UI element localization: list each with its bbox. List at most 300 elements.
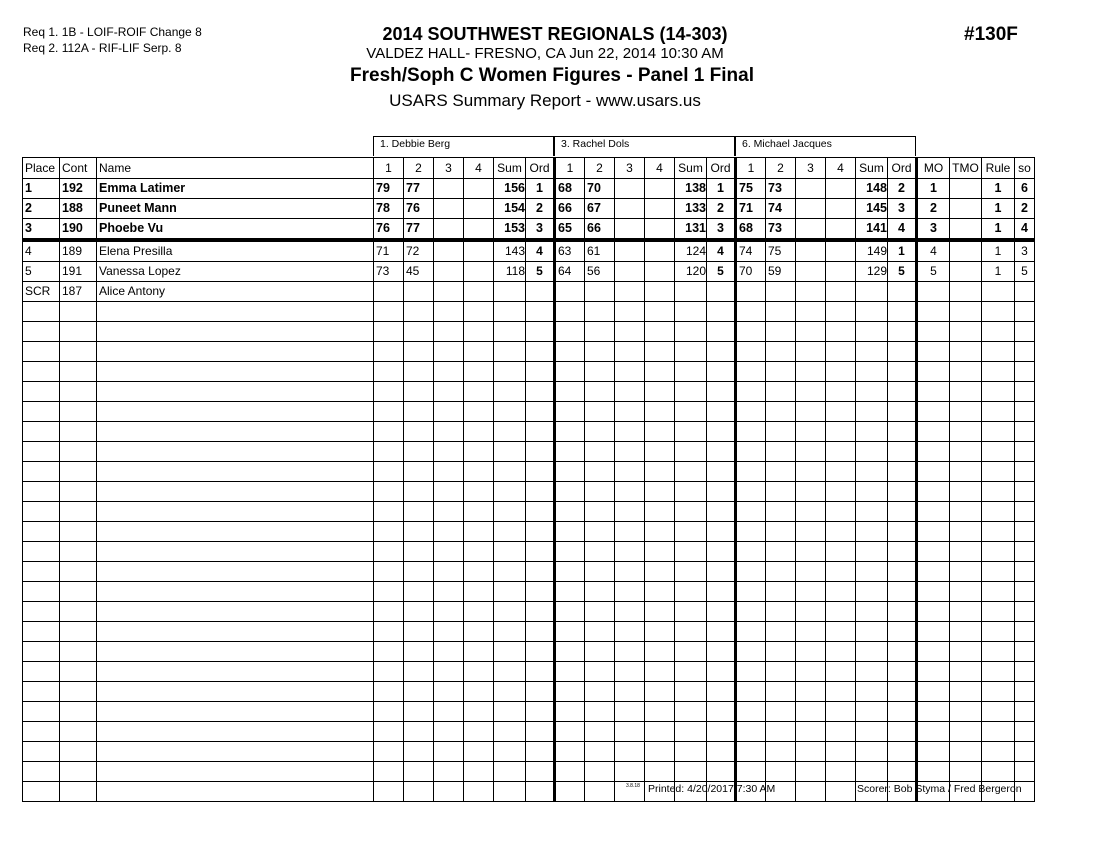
column-header: 4 — [826, 158, 856, 179]
score-cell — [555, 362, 585, 382]
score-cell — [645, 302, 675, 322]
score-cell: 64 — [555, 262, 585, 282]
ord-cell — [888, 382, 917, 402]
sum-cell — [675, 362, 707, 382]
score-cell — [555, 782, 585, 802]
empty-row — [23, 642, 1035, 662]
rule-cell — [982, 682, 1015, 702]
ord-cell — [888, 582, 917, 602]
score-cell — [404, 382, 434, 402]
score-cell — [645, 542, 675, 562]
score-cell — [645, 662, 675, 682]
mo-cell — [917, 482, 950, 502]
score-cell — [826, 322, 856, 342]
score-cell — [404, 402, 434, 422]
score-cell — [615, 219, 645, 241]
score-cell — [645, 402, 675, 422]
score-cell — [615, 262, 645, 282]
score-cell — [555, 562, 585, 582]
sum-cell — [675, 342, 707, 362]
sum-cell — [494, 382, 526, 402]
score-cell — [826, 422, 856, 442]
sum-cell — [856, 602, 888, 622]
score-cell — [434, 602, 464, 622]
sum-cell — [675, 622, 707, 642]
score-cell — [826, 502, 856, 522]
score-cell — [374, 322, 404, 342]
tmo-cell — [950, 662, 982, 682]
sum-cell — [494, 402, 526, 422]
ord-cell — [707, 482, 736, 502]
empty-row — [23, 722, 1035, 742]
ord-cell — [707, 462, 736, 482]
sum-cell — [856, 442, 888, 462]
score-cell — [434, 682, 464, 702]
score-cell — [585, 322, 615, 342]
sum-cell — [675, 442, 707, 462]
cont-cell — [60, 342, 97, 362]
place-cell: 4 — [23, 240, 60, 262]
rule-cell — [982, 602, 1015, 622]
ord-cell: 2 — [526, 199, 555, 219]
score-cell — [826, 702, 856, 722]
score-cell — [374, 522, 404, 542]
score-cell — [766, 422, 796, 442]
score-cell — [555, 542, 585, 562]
score-cell — [404, 502, 434, 522]
result-row — [23, 219, 1035, 241]
sum-cell — [494, 602, 526, 622]
score-cell — [615, 282, 645, 302]
score-cell: 66 — [585, 219, 615, 241]
score-cell — [796, 179, 826, 199]
sum-cell — [675, 582, 707, 602]
ord-cell: 1 — [707, 179, 736, 199]
cont-cell — [60, 482, 97, 502]
score-cell — [555, 322, 585, 342]
sum-cell: 131 — [675, 219, 707, 241]
name-cell — [97, 702, 374, 722]
score-cell — [615, 582, 645, 602]
score-cell — [736, 662, 766, 682]
ord-cell — [526, 602, 555, 622]
result-row — [23, 179, 1035, 199]
score-cell — [736, 602, 766, 622]
score-cell — [434, 762, 464, 782]
mo-cell: 3 — [917, 219, 950, 241]
score-cell — [585, 382, 615, 402]
score-cell — [585, 782, 615, 802]
ord-cell — [526, 282, 555, 302]
so-cell — [1015, 342, 1035, 362]
column-header: Ord — [888, 158, 917, 179]
name-cell — [97, 662, 374, 682]
ord-cell — [526, 422, 555, 442]
score-cell — [434, 582, 464, 602]
score-cell — [796, 240, 826, 262]
rule-cell — [982, 582, 1015, 602]
sum-cell — [494, 762, 526, 782]
score-cell — [404, 462, 434, 482]
score-cell — [404, 682, 434, 702]
sum-cell — [494, 522, 526, 542]
score-cell: 56 — [585, 262, 615, 282]
score-cell — [826, 522, 856, 542]
score-cell — [404, 642, 434, 662]
score-cell: 76 — [404, 199, 434, 219]
cont-cell — [60, 762, 97, 782]
ord-cell — [707, 762, 736, 782]
sum-cell — [856, 742, 888, 762]
sum-cell — [856, 682, 888, 702]
empty-row — [23, 702, 1035, 722]
score-cell — [645, 562, 675, 582]
place-cell: 1 — [23, 179, 60, 199]
score-cell — [464, 219, 494, 241]
empty-row — [23, 522, 1035, 542]
score-cell — [434, 282, 464, 302]
place-cell — [23, 442, 60, 462]
sum-cell — [675, 602, 707, 622]
score-cell — [464, 782, 494, 802]
empty-row — [23, 362, 1035, 382]
sum-cell — [494, 682, 526, 702]
rule-cell — [982, 402, 1015, 422]
score-cell — [645, 442, 675, 462]
score-cell — [796, 602, 826, 622]
ord-cell — [526, 782, 555, 802]
column-header: 4 — [645, 158, 675, 179]
score-cell — [434, 702, 464, 722]
rule-cell: 1 — [982, 179, 1015, 199]
score-cell — [434, 782, 464, 802]
cont-cell — [60, 582, 97, 602]
place-cell — [23, 382, 60, 402]
sum-cell — [675, 422, 707, 442]
tmo-cell — [950, 502, 982, 522]
sum-cell — [494, 642, 526, 662]
empty-row — [23, 502, 1035, 522]
score-cell — [766, 542, 796, 562]
score-cell — [374, 382, 404, 402]
score-cell — [374, 442, 404, 462]
tmo-cell — [950, 322, 982, 342]
sum-cell — [494, 322, 526, 342]
ord-cell — [707, 602, 736, 622]
scorer-names: Scorer: Bob Styma / Fred Bergeron — [857, 783, 1022, 795]
score-cell — [374, 502, 404, 522]
sum-cell — [675, 562, 707, 582]
so-cell — [1015, 562, 1035, 582]
score-cell — [615, 240, 645, 262]
tmo-cell — [950, 542, 982, 562]
sum-cell — [494, 582, 526, 602]
score-cell — [615, 642, 645, 662]
score-cell — [796, 219, 826, 241]
event-number: #130F — [964, 24, 1018, 45]
so-cell — [1015, 602, 1035, 622]
score-cell — [736, 542, 766, 562]
score-cell: 73 — [374, 262, 404, 282]
score-cell — [585, 602, 615, 622]
tmo-cell — [950, 522, 982, 542]
name-cell — [97, 782, 374, 802]
empty-row — [23, 682, 1035, 702]
score-cell — [464, 722, 494, 742]
empty-row — [23, 482, 1035, 502]
ord-cell — [888, 422, 917, 442]
score-cell: 61 — [585, 240, 615, 262]
score-cell — [796, 702, 826, 722]
ord-cell — [707, 322, 736, 342]
place-cell — [23, 562, 60, 582]
place-cell — [23, 522, 60, 542]
score-cell — [796, 662, 826, 682]
mo-cell: 1 — [917, 179, 950, 199]
so-cell — [1015, 642, 1035, 662]
sum-cell: 145 — [856, 199, 888, 219]
score-cell — [826, 622, 856, 642]
score-cell — [464, 402, 494, 422]
tmo-cell — [950, 199, 982, 219]
score-cell — [615, 302, 645, 322]
score-cell — [464, 342, 494, 362]
score-cell: 65 — [555, 219, 585, 241]
ord-cell: 1 — [526, 179, 555, 199]
score-cell: 68 — [555, 179, 585, 199]
score-cell — [645, 262, 675, 282]
score-cell — [615, 422, 645, 442]
tmo-cell — [950, 582, 982, 602]
score-cell — [766, 442, 796, 462]
sum-cell — [675, 462, 707, 482]
score-cell — [736, 362, 766, 382]
name-cell: Phoebe Vu — [97, 219, 374, 241]
sum-cell: 124 — [675, 240, 707, 262]
sum-cell — [856, 762, 888, 782]
score-cell — [555, 402, 585, 422]
sum-cell — [856, 662, 888, 682]
score-cell — [374, 542, 404, 562]
score-cell: 76 — [374, 219, 404, 241]
sum-cell — [675, 282, 707, 302]
sum-cell — [675, 502, 707, 522]
score-cell — [555, 382, 585, 402]
score-cell — [615, 742, 645, 762]
score-cell — [736, 402, 766, 422]
score-cell — [645, 702, 675, 722]
score-cell — [615, 662, 645, 682]
score-cell — [615, 362, 645, 382]
judge-3-header: 6. Michael Jacques — [735, 136, 916, 156]
score-cell — [374, 582, 404, 602]
score-cell — [796, 282, 826, 302]
rule-cell: 1 — [982, 240, 1015, 262]
score-cell — [736, 762, 766, 782]
score-cell — [826, 179, 856, 199]
score-cell — [464, 662, 494, 682]
event-title: Fresh/Soph C Women Figures - Panel 1 Final — [350, 65, 754, 86]
score-cell — [464, 582, 494, 602]
score-cell — [434, 322, 464, 342]
empty-row — [23, 342, 1035, 362]
place-cell: 5 — [23, 262, 60, 282]
rule-cell — [982, 282, 1015, 302]
tmo-cell — [950, 179, 982, 199]
mo-cell — [917, 602, 950, 622]
ord-cell — [707, 422, 736, 442]
score-cell: 59 — [766, 262, 796, 282]
score-cell — [585, 482, 615, 502]
score-cell — [645, 362, 675, 382]
score-cell — [766, 702, 796, 722]
score-cell — [796, 462, 826, 482]
empty-row — [23, 582, 1035, 602]
score-cell — [374, 742, 404, 762]
score-cell — [555, 482, 585, 502]
score-cell — [585, 442, 615, 462]
ord-cell — [526, 762, 555, 782]
cont-cell — [60, 422, 97, 442]
score-cell — [374, 782, 404, 802]
sum-cell — [675, 682, 707, 702]
column-header: Sum — [494, 158, 526, 179]
mo-cell — [917, 402, 950, 422]
name-cell — [97, 442, 374, 462]
score-cell — [615, 682, 645, 702]
score-cell — [615, 382, 645, 402]
so-cell — [1015, 762, 1035, 782]
ord-cell: 4 — [526, 240, 555, 262]
mo-cell — [917, 742, 950, 762]
so-cell — [1015, 442, 1035, 462]
column-header: Name — [97, 158, 374, 179]
ord-cell — [526, 482, 555, 502]
empty-row — [23, 562, 1035, 582]
score-cell — [374, 602, 404, 622]
score-cell — [464, 602, 494, 622]
score-cell — [374, 642, 404, 662]
score-cell — [736, 322, 766, 342]
cont-cell: 188 — [60, 199, 97, 219]
score-cell — [434, 342, 464, 362]
ord-cell — [888, 322, 917, 342]
score-cell — [374, 302, 404, 322]
sum-cell: 120 — [675, 262, 707, 282]
score-cell: 70 — [736, 262, 766, 282]
score-cell — [434, 302, 464, 322]
score-cell — [826, 542, 856, 562]
mo-cell — [917, 282, 950, 302]
mo-cell — [917, 322, 950, 342]
tmo-cell — [950, 422, 982, 442]
score-cell — [736, 382, 766, 402]
score-cell — [585, 502, 615, 522]
score-cell — [374, 402, 404, 422]
place-cell — [23, 362, 60, 382]
score-cell — [464, 562, 494, 582]
score-cell — [374, 682, 404, 702]
score-cell — [645, 762, 675, 782]
score-cell — [645, 602, 675, 622]
score-cell — [464, 199, 494, 219]
rule-cell — [982, 362, 1015, 382]
sum-cell — [494, 702, 526, 722]
column-header: Cont — [60, 158, 97, 179]
sum-cell — [494, 742, 526, 762]
place-cell — [23, 582, 60, 602]
score-cell — [736, 482, 766, 502]
score-cell — [645, 482, 675, 502]
tmo-cell — [950, 342, 982, 362]
sum-cell — [494, 622, 526, 642]
score-cell — [464, 240, 494, 262]
score-cell — [796, 322, 826, 342]
ord-cell: 1 — [888, 240, 917, 262]
ord-cell — [526, 502, 555, 522]
ord-cell — [707, 742, 736, 762]
score-cell — [404, 302, 434, 322]
score-cell — [796, 722, 826, 742]
tmo-cell — [950, 682, 982, 702]
score-cell — [404, 422, 434, 442]
score-cell — [434, 199, 464, 219]
score-cell — [555, 602, 585, 622]
judge-2-header: 3. Rachel Dols — [554, 136, 735, 156]
score-cell — [615, 562, 645, 582]
empty-row — [23, 382, 1035, 402]
ord-cell: 5 — [526, 262, 555, 282]
mo-cell — [917, 362, 950, 382]
score-cell — [645, 422, 675, 442]
so-cell: 5 — [1015, 262, 1035, 282]
score-cell — [615, 199, 645, 219]
score-cell — [796, 742, 826, 762]
score-cell — [374, 282, 404, 302]
score-cell — [434, 642, 464, 662]
rule-cell — [982, 382, 1015, 402]
score-cell — [766, 602, 796, 622]
score-cell — [736, 422, 766, 442]
sum-cell — [856, 482, 888, 502]
ord-cell — [526, 302, 555, 322]
score-cell — [645, 582, 675, 602]
sum-cell: 153 — [494, 219, 526, 241]
score-cell — [585, 642, 615, 662]
score-cell: 45 — [404, 262, 434, 282]
so-cell — [1015, 462, 1035, 482]
so-cell — [1015, 742, 1035, 762]
sum-cell — [856, 462, 888, 482]
cont-cell — [60, 742, 97, 762]
score-cell — [826, 282, 856, 302]
score-cell — [374, 462, 404, 482]
score-cell: 66 — [555, 199, 585, 219]
ord-cell: 5 — [707, 262, 736, 282]
so-cell — [1015, 622, 1035, 642]
column-header: 3 — [434, 158, 464, 179]
place-cell: 2 — [23, 199, 60, 219]
cont-cell: 192 — [60, 179, 97, 199]
so-cell — [1015, 582, 1035, 602]
score-cell — [736, 302, 766, 322]
score-cell — [645, 462, 675, 482]
place-cell — [23, 602, 60, 622]
so-cell — [1015, 362, 1035, 382]
score-cell — [555, 522, 585, 542]
column-header: TMO — [950, 158, 982, 179]
score-cell — [796, 199, 826, 219]
